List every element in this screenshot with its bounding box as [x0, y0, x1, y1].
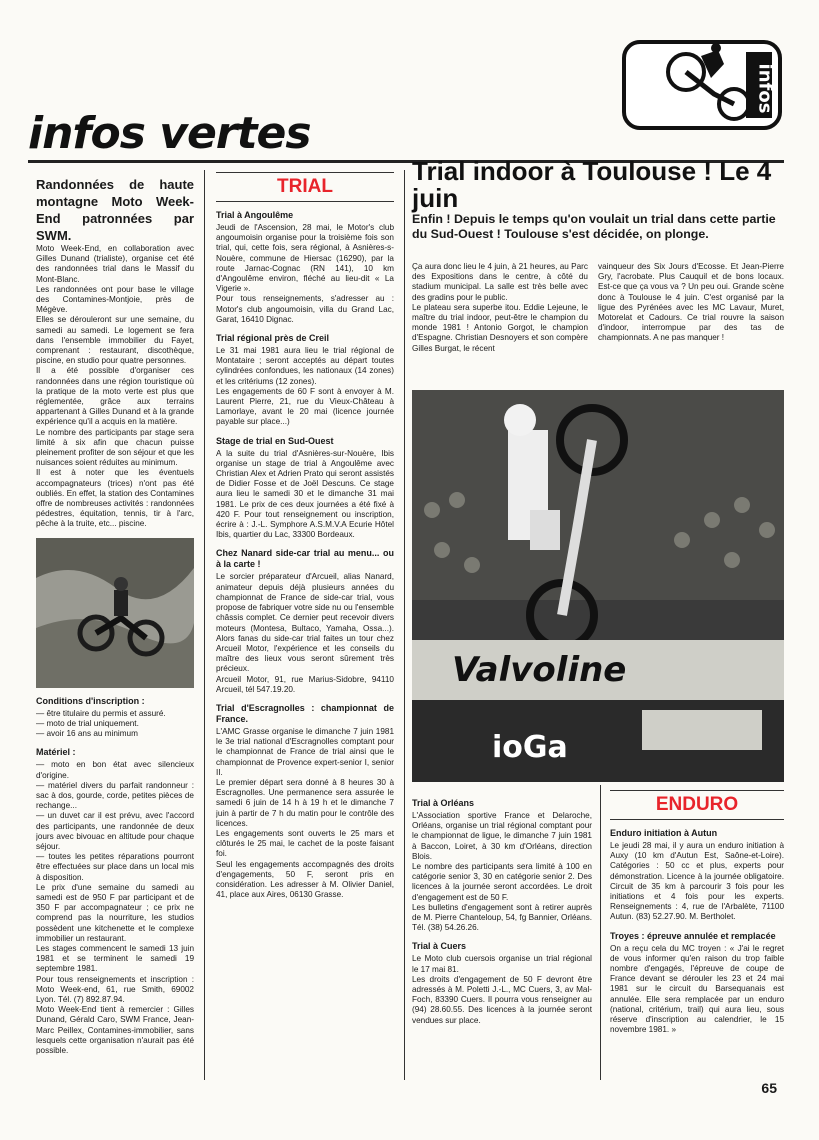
- photo-scene: [36, 538, 194, 688]
- page-number: 65: [761, 1080, 777, 1096]
- paragraph: Les randonnées ont pour base le village des Contamines-Montjoie, près de Mégève.: [36, 284, 194, 315]
- paragraph: L'Association sportive France et Delaroche, Orléans, organise un trial régional comptant pour le championnat de ligue, le dimanche 7 juin 1981 à Baccon, Loiret, à 30 km d'Orléans, direction Blois.: [412, 811, 592, 861]
- subheading: Trial à Orléans: [412, 798, 475, 808]
- list-item: — un duvet car il est prévu, avec l'accord des participants, une randonnée de deux jours avec bivouac en altitude pour chaque séjour.: [36, 811, 194, 851]
- section-title-enduro: ENDURO: [610, 790, 784, 820]
- subheading: Stage de trial en Sud-Ouest: [216, 435, 334, 446]
- paragraph: Le prix d'une semaine du samedi au samedi est de 950 F par participant et de 350 F par accompagnateur ; ce prix ne comprend pas la nourriture, les studios possèdent une kitchenette et le complexe immobilier un restaurant.: [36, 882, 194, 943]
- paragraph: On a reçu cela du MC troyen : « J'ai le regret de vous informer qu'en raison du trop faible nombre d'engagés, l'épreuve de coupe de France devant se dérouler les 23 et 24 mai 1981 sur le circuit du Barsequanais est annulée. Elle sera remplacée par un enduro (national, critérium, trail) qui aura lieu, sous réserve d'inscription au calendrier, le 15 novembre 1981. »: [610, 943, 784, 1035]
- paragraph: Pour tous renseignements, s'adresser au : Motor's club angoumoisin, villa du Grand Lac, Garat, 16410 Dignac.: [216, 294, 394, 324]
- trial-photo: [412, 390, 784, 782]
- column-randonnees: [36, 176, 194, 1096]
- paragraph: Moto Week-End, en collaboration avec Gilles Dunand (trialiste), organise cet été des randonnées trial dans le Massif du Mont-Blanc.: [36, 244, 194, 284]
- paragraph: vainqueur des Six Jours d'Ecosse. Et Jean-Pierre Gry, l'acrobate. Plus Cauquil et de bons locaux. Est-ce que ça vous va ? Un peu oui. Grande scène donc à Toulouse le 4 juin. C'est organisé par la ligue des Pyrénées avec les MC Lavaur, Muret, Motorelat et Cadours. Ce trial rouvre la saison d'indoor, interrompue par des tas de championnats. A ne pas manquer !: [598, 262, 784, 343]
- banner-valvoline: Valvoline: [452, 650, 627, 690]
- article-column-1: [412, 262, 588, 388]
- list-item: — matériel divers du parfait randonneur : sac à dos, gourde, corde, petites pièces de rechange...: [36, 780, 194, 811]
- subheading: Matériel :: [36, 747, 76, 758]
- section-title-trial: TRIAL: [216, 172, 394, 202]
- column-trial-regions: [412, 790, 592, 1090]
- paragraph: Jeudi de l'Ascension, 28 mai, le Motor's club angoumoisin organise pour la troisième fois son trial, qui, cette fois, sera régional, à Asnières-s-Nouère, commune de Hiersac (16290), par la route Jarnac-Cognac (RN 141), 10 km d'Angoulême environ, fléché au lieu-dit « La Vigerie ».: [216, 223, 394, 294]
- paragraph: Les bulletins d'engagement sont à retirer auprès de M. Pierre Chanteloup, 54, fg Bannier, Orléans. Tél. (38) 54.26.26.: [412, 902, 592, 933]
- list-item: — avoir 16 ans au minimum: [36, 729, 138, 739]
- paragraph: Le jeudi 28 mai, il y aura un enduro initiation à Auxy (10 km d'Autun Est, Saône-et-Loire). Catégories : 50 cc et plus, experts pour démonstration. Licence à la journée obligatoire. Circuit de 35 km à parcourir 3 fois pour les initiations et 4 fois pour les experts. Renseignements : 4, rue de l'Arbalète, 71100 Autun. (83) 52.27.90. M. Bertholet.: [610, 841, 784, 922]
- photo-scene: [412, 390, 784, 782]
- infos-logo: [622, 40, 782, 130]
- article-title: Trial indoor à Toulouse ! Le 4 juin: [412, 156, 772, 213]
- column-divider: [404, 170, 405, 1080]
- subheading: Troyes : épreuve annulée et remplacée: [610, 930, 776, 941]
- mountain-photo: [36, 538, 194, 688]
- paragraph: Le nombre des participants par stage sera limité à six afin que chacun puisse pleinement profiter de son séjour et que les nuisances soient réduites au minimum.: [36, 427, 194, 468]
- paragraph: Pour tous renseignements et inscription : Moto Week-end, 61, rue Smith, 69002 Lyon. Tél. (7) 892.87.94.: [36, 974, 194, 1004]
- article-heading: Randonnées de haute montagne Moto Week-End patronnées par SWM.: [36, 177, 194, 243]
- list-item: — moto de trial uniquement.: [36, 718, 139, 728]
- paragraph: Elles se dérouleront sur une semaine, du samedi au samedi. Le logement se fera dans l'ensemble immobilier du Fayet, comprenant : restaurant, discothèque, piscine, en studio pour quatre personnes.: [36, 315, 194, 366]
- paragraph: Il a été possible d'organiser ces randonnées dans une région touristique où la pratique de la moto verte est plus que réglementée, grâce aux terrains appartenant à Gilles Dunand et à la grande expérience qu'il a acquis en la matière.: [36, 366, 194, 427]
- paragraph: A la suite du trial d'Asnières-sur-Nouère, Ibis organise un stage de trial à Angoulême avec Christian Alex et Adrien Prato qui seront assistés de Didier Fosse et de Joël Descuns. Ce stage aura lieu le samedi 30 et le dimanche 31 mai 1981. Le prix de ces deux journées a été fixé à 420 F. Pour tout renseignement ou inscription, écrire à : J.-L. Symphore A.S.M.V.A Ecurie Hôtel Ibis, quartier du Lac, 33300 Bordeaux.: [216, 448, 394, 540]
- column-trial: [216, 172, 394, 1102]
- paragraph: Le sorcier préparateur d'Arcueil, alias Nanard, animateur depuis déjà plusieurs années du championnat de France de side-car trial, vous propose de fabriquer votre side nu ou l'ensemble châssis complet. Ce dernier peut recevoir divers moteurs (Montesa, Bultaco, Yamaha, Ossa...). Alors fanas du side-car trial faites un tour chez Arcueil Motor, l'expérience et les conseils du maître des lieux vous seront sûrement très précieux.: [216, 572, 394, 674]
- subheading: Chez Nanard side-car trial au menu... ou à la carte !: [216, 548, 394, 570]
- subheading: Trial à Cuers: [412, 941, 467, 952]
- paragraph: Les engagements de 60 F sont à envoyer à M. Laurent Pierre, 21, rue du Vieux-Château à Lamorlaye, avant le 20 mai (licence journée payable sur place...): [216, 386, 394, 427]
- paragraph: Le premier départ sera donné à 8 heures 30 à Escragnolles. Une permanence sera assurée le samedi 6 juin de 14 h à 19 h et le dimanche 7 juin à partir de 7 h du matin pour le contrôle des licences.: [216, 777, 394, 828]
- paragraph: Les droits d'engagement de 50 F devront être adressés à M. Poletti J.-L., MC Cuers, 3, av Mal-Foch, 83390 Cuers. Il pourra vous renseigner au (94) 28.60.55. Des licences à la journée seront vendues sur place.: [412, 974, 592, 1025]
- column-divider: [600, 785, 601, 1080]
- article-column-2: [598, 262, 784, 388]
- subheading: Trial d'Escragnolles : championnat de France.: [216, 702, 394, 724]
- subheading: Enduro initiation à Autun: [610, 828, 718, 838]
- subheading: Trial à Angoulême: [216, 210, 294, 220]
- article-lead: Enfin ! Depuis le temps qu'on voulait un trial dans cette partie du Sud-Ouest ! Toulouse s'est décidée, on plonge.: [412, 212, 776, 241]
- list-item: — être titulaire du permis et assuré.: [36, 708, 166, 718]
- list-item: — toutes les petites réparations pourront être effectuées sur place dans un local mis à disposition.: [36, 852, 194, 882]
- paragraph: Le plateau sera superbe itou. Eddie Lejeune, le maître du trial indoor, peut-être le champion du monde 1981 ! Antonio Gorgot, le champion d'Espagne. Christian Desnoyers et son compère Gilles Burgat, le récent: [412, 302, 588, 353]
- subheading: Conditions d'inscription :: [36, 695, 145, 706]
- paragraph: Le nombre des participants sera limité à 100 en catégorie senior 3, 30 en catégorie senior 2. Des licences à la journée seront accordées. Le droit d'engagement est de 50 F.: [412, 862, 592, 902]
- paragraph: Il est à noter que les éventuels accompagnateurs (trices) n'ont pas été oubliés. En effet, la station des Contamines offre de nombreuses activités : randonnées pédestres, équitation, tennis, tir à l'arc, pêche à la truite, etc... piscine.: [36, 468, 194, 529]
- paragraph: Les stages commencent le samedi 13 juin 1981 et se terminent le samedi 19 septembre 1981.: [36, 943, 194, 974]
- banner-ioga: ioGa: [492, 730, 568, 765]
- paragraph: Arcueil Motor, 91, rue Marius-Sidobre, 94110 Arcueil, tél 547.19.20.: [216, 674, 394, 694]
- paragraph: Le 31 mai 1981 aura lieu le trial régional de Montataire ; seront acceptés au départ toutes cylindrées confondues, les nationaux (14 zones) et les critériums (12 zones).: [216, 346, 394, 386]
- subheading: Trial régional près de Creil: [216, 333, 330, 344]
- paragraph: Moto Week-End tient à remercier : Gilles Dunand, Gérald Caro, SWM France, Jean-Marc Peillex, Contamines-immobilier, sans lesquels cette organisation n'aurait pas été possible.: [36, 1005, 194, 1055]
- list-item: — moto en bon état avec silencieux d'origine.: [36, 760, 194, 780]
- paragraph: L'AMC Grasse organise le dimanche 7 juin 1981 le 3e trial national d'Escragnolles comptant pour le championnat de France de trial ainsi que le championnat de Provence expert-senior I, senior II.: [216, 726, 394, 777]
- paragraph: Le Moto club cuersois organise un trial régional le 17 mai 81.: [412, 954, 592, 974]
- column-enduro: [610, 790, 784, 1090]
- paragraph: Seul les engagements accompagnés des droits d'engagements, 50 F, seront pris en considération. Les adresser à M. Olivier Daniel, 41, place aux Aires, 06130 Grasse.: [216, 859, 394, 900]
- page-title: infos vertes: [28, 108, 311, 159]
- paragraph: Les engagements sont ouverts le 25 mars et clôturés le 25 mai, le cachet de la poste faisant foi.: [216, 828, 394, 859]
- logo-text: infos: [754, 63, 776, 114]
- paragraph: Ça aura donc lieu le 4 juin, à 21 heures, au Parc des Expositions dans le centre, à côté du stadium municipal. La salle est très belle avec des gradins pour le public.: [412, 262, 588, 302]
- column-divider: [204, 170, 205, 1080]
